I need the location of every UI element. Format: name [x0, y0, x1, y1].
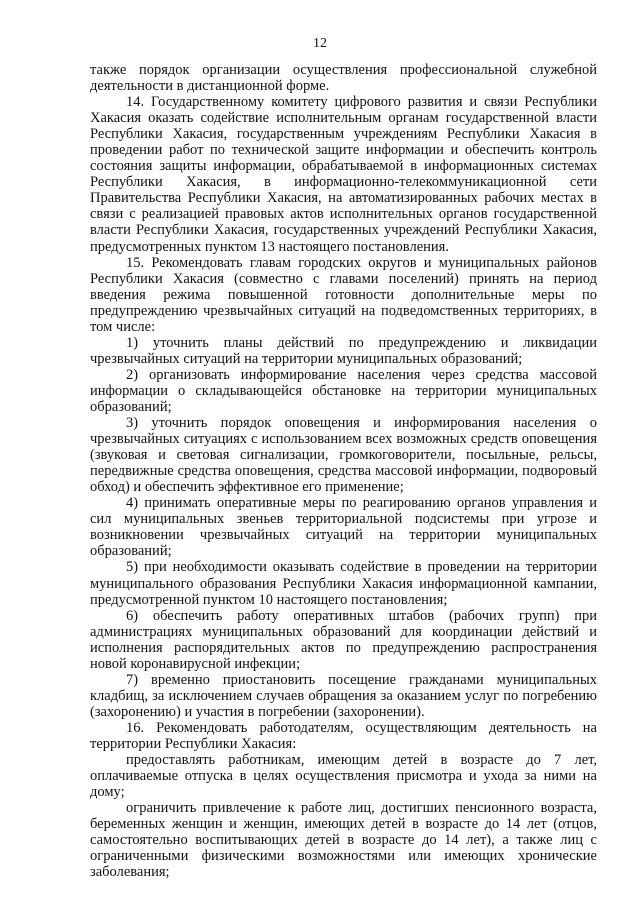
paragraph-subitem-1: 1) уточнить планы действий по предупреждению и ликвидации чрезвычайных ситуаций на территории муниципальных образований;	[90, 334, 597, 367]
paragraph-continuation: также порядок организации осуществления профессиональной служебной деятельности в дистанционной форме.	[90, 62, 597, 95]
paragraph-employer-leave: предоставлять работникам, имеющим детей в возрасте до 7 лет, оплачиваемые отпуска в целях осуществления присмотра и ухода за ними на дому;	[90, 752, 597, 801]
document-body	[90, 62, 597, 880]
paragraph-item-16: 16. Рекомендовать работодателям, осуществляющим деятельность на территории Республики Хакасия:	[90, 719, 597, 752]
paragraph-item-15: 15. Рекомендовать главам городских округов и муниципальных районов Республики Хакасия (совместно с главами поселений) принять на период введения режима повышенной готовности дополнительные меры по предупреждению чрезвычайных ситуаций на подведомственных территориях, в том числе:	[90, 254, 597, 335]
paragraph-subitem-6: 6) обеспечить работу оперативных штабов (рабочих групп) при администрациях муниципальных образований для координации действий и исполнения распорядительных актов по предупреждению распространения новой коронавирусной инфекции;	[90, 607, 597, 672]
paragraph-subitem-5: 5) при необходимости оказывать содействие в проведении на территории муниципального образования Республики Хакасия информационной кампании, предусмотренной пунктом 10 настоящего постановления;	[90, 559, 597, 608]
paragraph-item-14: 14. Государственному комитету цифрового развития и связи Республики Хакасия оказать содействие исполнительным органам государственной власти Республики Хакасия, государственным учреждениям Республики Хакасия в проведении работ по технической защите информации и обеспечить контроль состояния защиты информации, обрабатываемой в информационных системах Республики Хакасия, в информационно-телекоммуникационной сети Правительства Республики Хакасия, на автоматизированных рабочих местах в связи с реализацией правовых актов исполнительных органов государственной власти Республики Хакасия, государственных учреждений Республики Хакасия, предусмотренных пунктом 13 настоящего постановления.	[90, 94, 597, 255]
page-number: 12	[313, 36, 327, 51]
paragraph-employer-restrict: ограничить привлечение к работе лиц, достигших пенсионного возраста, беременных женщин и женщин, имеющих детей в возрасте до 14 лет (отцов, самостоятельно воспитывающих детей в возрасте до 14 лет), а также лиц с ограниченными физическими возможностями или имеющих хронические заболевания;	[90, 800, 597, 881]
paragraph-subitem-4: 4) принимать оперативные меры по реагированию органов управления и сил муниципальных звеньев территориальной подсистемы при угрозе и возникновении чрезвычайных ситуаций на территории муниципальных образований;	[90, 495, 597, 560]
paragraph-subitem-3: 3) уточнить порядок оповещения и информирования населения о чрезвычайных ситуациях с использованием всех возможных средств оповещения (звуковая и световая сигнализации, громкоговорители, посыльные, рельсы, передвижные средства оповещения, средства массовой информации, подворовый обход) и обеспечить эффективное его применение;	[90, 415, 597, 496]
paragraph-subitem-7: 7) временно приостановить посещение гражданами муниципальных кладбищ, за исключением случаев обращения за оказанием услуг по погребению (захоронению) и участия в погребении (захоронении).	[90, 671, 597, 720]
paragraph-subitem-2: 2) организовать информирование населения через средства массовой информации о складывающейся обстановке на территории муниципальных образований;	[90, 366, 597, 415]
